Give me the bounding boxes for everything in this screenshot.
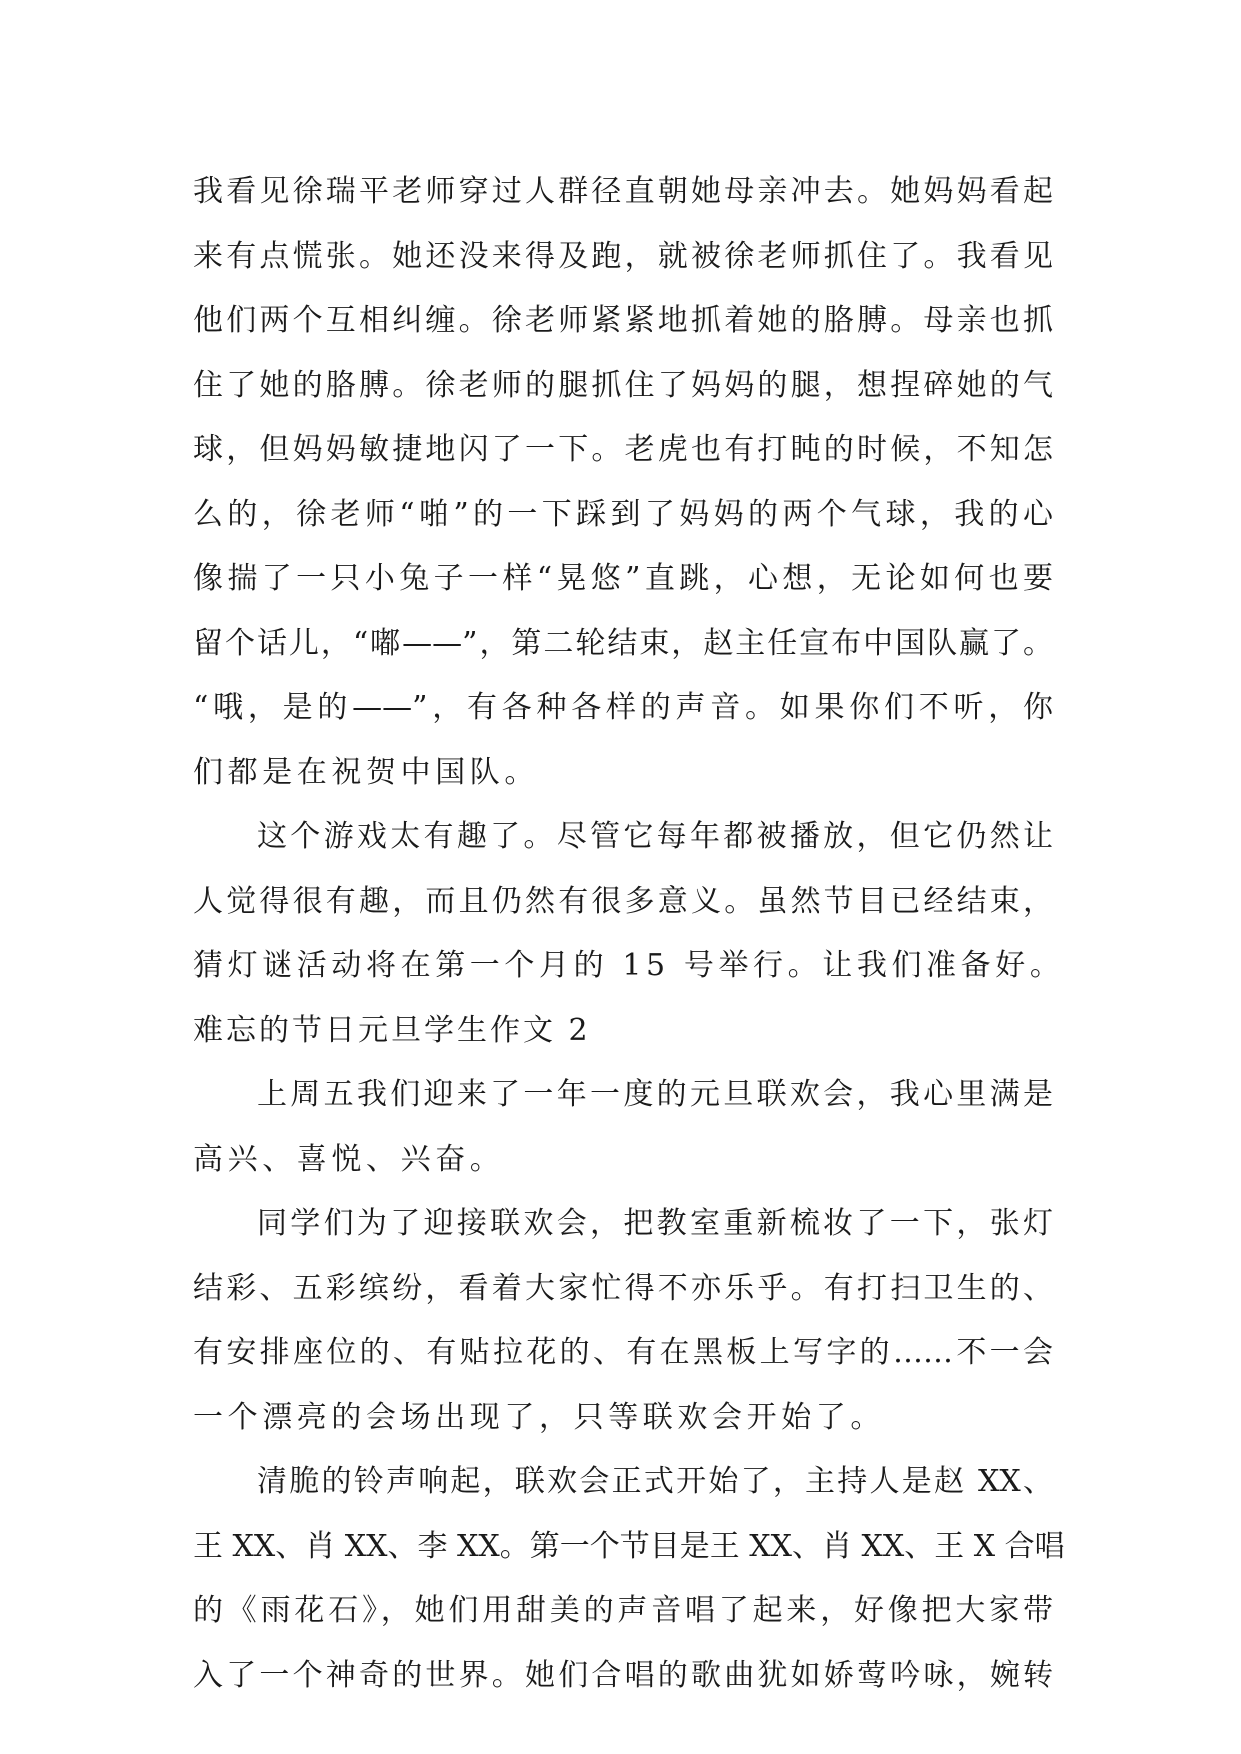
text-line: 王 XX、肖 XX、李 XX。第一个节目是王 XX、肖 XX、王 X 合唱	[193, 1528, 1065, 1564]
text-line: 住了她的胳膊。徐老师的腿抓住了妈妈的腿，想捏碎她的气	[193, 367, 1053, 403]
text-line: 有安排座位的、有贴拉花的、有在黑板上写字的……不一会	[193, 1335, 1053, 1370]
paragraph-start-line: 上周五我们迎来了一年一度的元旦联欢会，我心里满是	[257, 1077, 1053, 1112]
text-line: 们都是在祝贺中国队。	[193, 754, 539, 790]
text-line: 像揣了一只小兔子一样“晃悠”直跳，心想，无论如何也要	[193, 561, 1053, 596]
text-line: 来有点慌张。她还没来得及跑，就被徐老师抓住了。我看见	[193, 238, 1053, 274]
paragraph-start-line: 清脆的铃声响起，联欢会正式开始了，主持人是赵 XX、	[257, 1464, 1053, 1499]
text-line: 高兴、喜悦、兴奋。	[193, 1141, 505, 1177]
text-line: 入了一个神奇的世界。她们合唱的歌曲犹如娇莺吟咏，婉转	[193, 1657, 1053, 1693]
text-line: 一个漂亮的会场出现了，只等联欢会开始了。	[193, 1399, 885, 1435]
text-line: 他们两个互相纠缠。徐老师紧紧地抓着她的胳膊。母亲也抓	[193, 303, 1053, 338]
text-line: 球，但妈妈敏捷地闪了一下。老虎也有打盹的时候，不知怎	[193, 432, 1053, 467]
paragraph-start-line: 这个游戏太有趣了。尽管它每年都被播放，但它仍然让	[257, 819, 1053, 854]
text-line: 么的，徐老师“啪”的一下踩到了妈妈的两个气球，我的心	[193, 496, 1053, 532]
paragraph-start-line: 同学们为了迎接联欢会，把教室重新梳妆了一下，张灯	[257, 1206, 1053, 1241]
text-line: 结彩、五彩缤纷，看着大家忙得不亦乐乎。有打扫卫生的、	[193, 1270, 1053, 1306]
essay-title: 难忘的节日元旦学生作文 2	[193, 1012, 591, 1048]
text-line: 猜灯谜活动将在第一个月的 15 号举行。让我们准备好。	[193, 948, 1065, 983]
document-page	[193, 160, 1065, 1708]
text-line: 人觉得很有趣，而且仍然有很多意义。虽然节目已经结束，	[193, 883, 1053, 919]
text-line: 留个话儿，“嘟——”，第二轮结束，赵主任宣布中国队赢了。	[193, 625, 1053, 661]
text-line: “哦，是的——”，有各种各样的声音。如果你们不听，你	[193, 690, 1053, 725]
text-line: 我看见徐瑞平老师穿过人群径直朝她母亲冲去。她妈妈看起	[193, 174, 1053, 209]
text-line: 的《雨花石》，她们用甜美的声音唱了起来，好像把大家带	[193, 1593, 1053, 1628]
